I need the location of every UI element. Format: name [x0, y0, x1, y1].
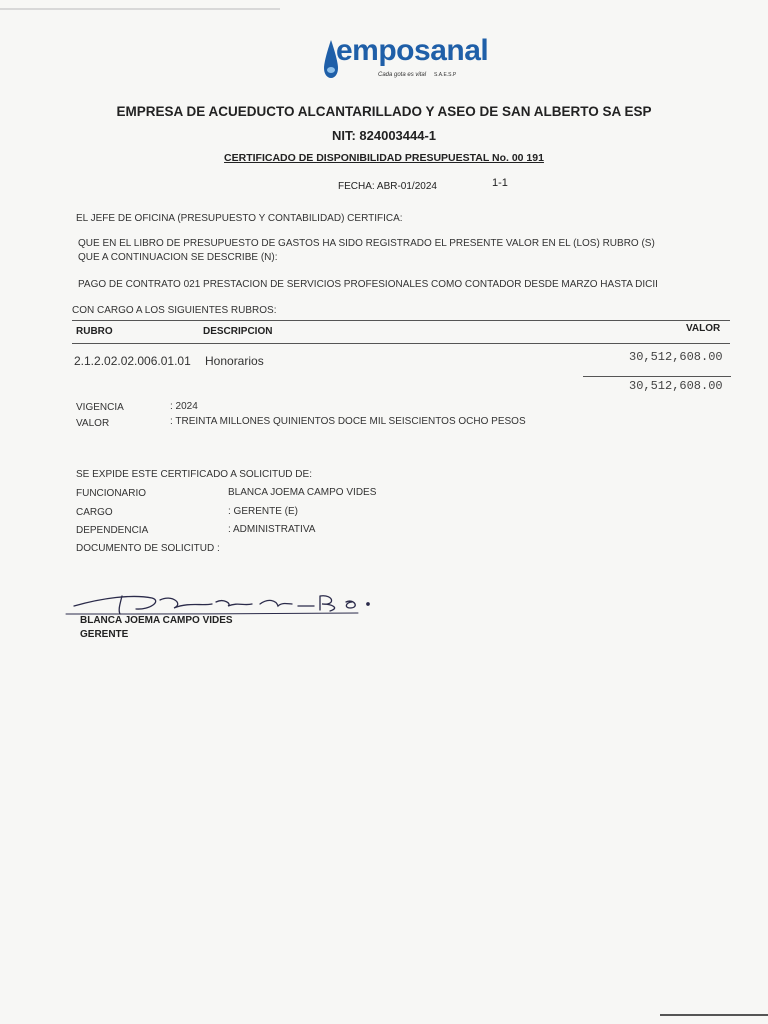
company-logo — [322, 34, 489, 84]
certifies-line: EL JEFE DE OFICINA (PRESUPUESTO Y CONTABILIDAD) CERTIFICA: — [76, 213, 403, 224]
column-header-rubro: RUBRO — [76, 326, 113, 337]
vigencia-value: : 2024 — [170, 401, 198, 412]
valor-in-words: : TREINTA MILLONES QUINIENTOS DOCE MIL SEISCIENTOS OCHO PESOS — [170, 416, 526, 427]
total-rule — [583, 376, 731, 377]
signatory-name: BLANCA JOEMA CAMPO VIDES — [80, 615, 233, 626]
logo-wordmark: emposanal — [336, 34, 489, 67]
scan-edge-bottom — [660, 1014, 768, 1016]
table-row-valor: 30,512,608.00 — [629, 350, 723, 364]
scan-edge-top — [0, 8, 280, 10]
valor-label: VALOR — [76, 418, 110, 429]
request-intro: SE EXPIDE ESTE CERTIFICADO A SOLICITUD DE: — [76, 469, 312, 480]
logo-tagline: Cada gota es vital — [378, 72, 427, 78]
documento-label: DOCUMENTO DE SOLICITUD : — [76, 543, 220, 554]
company-name: EMPRESA DE ACUEDUCTO ALCANTARILLADO Y ASEO DE SAN ALBERTO SA ESP — [116, 104, 652, 119]
table-top-rule — [72, 320, 730, 321]
funcionario-label: FUNCIONARIO — [76, 488, 146, 499]
statement-line-2: QUE A CONTINUACION SE DESCRIBE (N): — [78, 252, 278, 263]
contract-concept: PAGO DE CONTRATO 021 PRESTACION DE SERVICIOS PROFESIONALES COMO CONTADOR DESDE MARZO HASTA DICII — [78, 279, 658, 290]
cargo-value: : GERENTE (E) — [228, 506, 299, 517]
logo-suffix: S.A.E.S.P — [434, 72, 457, 78]
certificate-title: CERTIFICADO DE DISPONIBILIDAD PRESUPUESTAL No. 00 191 — [224, 152, 544, 164]
signatory-title: GERENTE — [80, 629, 129, 640]
column-header-valor: VALOR — [686, 323, 721, 334]
table-row-rubro: 2.1.2.02.02.006.01.01 — [74, 354, 191, 368]
funcionario-value: BLANCA JOEMA CAMPO VIDES — [228, 487, 377, 498]
vigencia-label: VIGENCIA — [76, 402, 124, 413]
dependencia-value: : ADMINISTRATIVA — [228, 524, 316, 535]
table-header-rule — [72, 343, 730, 344]
page-indicator: 1-1 — [492, 177, 508, 189]
column-header-descripcion: DESCRIPCION — [203, 326, 273, 337]
dependencia-label: DEPENDENCIA — [76, 525, 149, 536]
table-total: 30,512,608.00 — [629, 379, 723, 393]
nit-number: NIT: 824003444-1 — [331, 128, 437, 143]
cargo-label: CARGO — [76, 507, 113, 518]
table-row-descripcion: Honorarios — [205, 354, 264, 368]
statement-line-1: QUE EN EL LIBRO DE PRESUPUESTO DE GASTOS HA SIDO REGISTRADO EL PRESENTE VALOR EN EL (LOS) RUBRO (S) — [78, 238, 655, 249]
certificate-date: FECHA: ABR-01/2024 — [338, 181, 437, 192]
charge-to-label: CON CARGO A LOS SIGUIENTES RUBROS: — [72, 305, 277, 316]
